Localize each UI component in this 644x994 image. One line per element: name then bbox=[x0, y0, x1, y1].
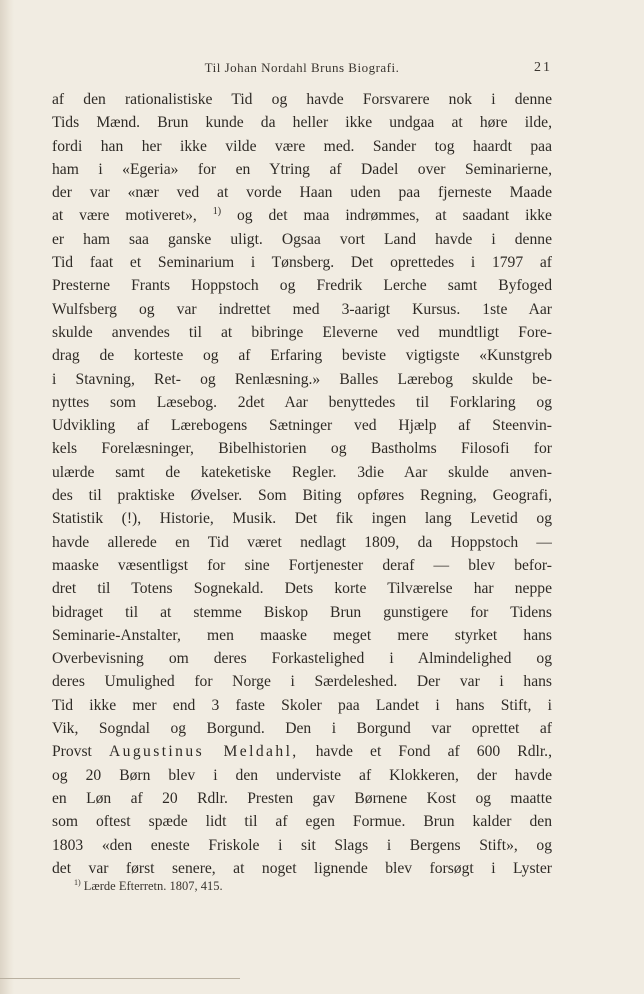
footnote-reference: 1) bbox=[212, 206, 222, 218]
text-line-13: i Stavning, Ret- og Renlæsning.» Balles Lærebog skulde be- bbox=[52, 370, 552, 388]
bottom-rule bbox=[0, 978, 240, 979]
text-line-18: des til praktiske Øvelser. Som Biting opføres Regning, Geografi, bbox=[52, 487, 552, 505]
text-line-6-end: og det maa indrømmes, at saadant ikke bbox=[237, 207, 552, 225]
text-line-26: deres Umulighed for Norge i Særdeleshed. Der var i hans bbox=[52, 673, 552, 691]
text-line-27: Tid ikke mer end 3 faste Skoler paa Landet i hans Stift, i bbox=[52, 696, 552, 714]
text-line-20: havde allerede en Tid været nedlagt 1809, da Hoppstoch — bbox=[52, 533, 552, 551]
text-line-19: Statistik (!), Historie, Musik. Det fik ingen lang Levetid og bbox=[52, 510, 552, 528]
text-line-22: dret til Totens Sognekald. Dets korte Tilværelse har neppe bbox=[52, 580, 552, 598]
text-line-24: Seminarie-Anstalter, men maaske meget mere styrket hans bbox=[52, 626, 552, 644]
text-line-3: fordi han her ikke vilde være med. Sander tog haardt paa bbox=[52, 137, 552, 155]
text-line-34: det var først senere, at noget lignende blev forsøgt i Lyster bbox=[52, 859, 552, 877]
footnote-marker: 1) bbox=[74, 878, 81, 887]
page-edge-shadow bbox=[0, 0, 14, 994]
text-line-17: ulærde samt de kateketiske Regler. 3die Aar skulde anven- bbox=[52, 463, 552, 481]
text-line-10: Wulfsberg og var indrettet med 3-aarigt Kursus. 1ste Aar bbox=[52, 300, 552, 318]
footnote-text: Lærde Efterretn. 1807, 415. bbox=[83, 879, 223, 894]
text-line-33: 1803 «den eneste Friskole i sit Slags i Bergens Stift», og bbox=[52, 836, 552, 854]
text-line-7: er ham saa ganske uligt. Ogsaa vort Land havde i denne bbox=[52, 230, 552, 248]
text-line-2: Tids Mænd. Brun kunde da heller ikke undgaa at høre ilde, bbox=[52, 114, 552, 132]
text-line-12: drag de korteste og af Erfaring beviste vigtigste «Kunstgreb bbox=[52, 347, 552, 365]
text-line-5: der var «nær ved at vorde Haan uden paa fjerneste Maade bbox=[52, 184, 552, 202]
text-line-30: og 20 Børn blev i den underviste af Klokkeren, der havde bbox=[52, 766, 552, 784]
text-line-28: Vik, Sogndal og Borgund. Den i Borgund var oprettet af bbox=[52, 720, 552, 738]
text-line-21: maaske væsentligst for sine Fortjenester deraf — blev befor- bbox=[52, 556, 552, 574]
spaced-name: Augustinus Meldahl, bbox=[108, 743, 299, 761]
text-line-14: nyttes som Læsebog. 2det Aar benyttedes til Forklaring og bbox=[52, 393, 552, 411]
running-title: Til Johan Nordahl Bruns Biografi. bbox=[204, 60, 400, 75]
text-line-6-start: at være motiveret», bbox=[52, 207, 197, 225]
body-text bbox=[52, 88, 552, 880]
text-line-31: en Løn af 20 Rdlr. Presten gav Børnene Kost og maatte bbox=[52, 789, 552, 807]
text-line-6 bbox=[52, 204, 552, 227]
text-line-4: ham i «Egeria» for en Ytring af Dadel over Seminarierne, bbox=[52, 160, 552, 178]
text-line-9: Presterne Frants Hoppstoch og Fredrik Lerche samt Byfoged bbox=[52, 277, 552, 295]
text-line-29-end: havde et Fond af 600 Rdlr., bbox=[315, 743, 552, 761]
text-line-1: af den rationalistiske Tid og havde Forsvarere nok i denne bbox=[52, 91, 552, 108]
text-line-11: skulde anvendes til at bibringe Eleverne ved mundtligt Fore- bbox=[52, 323, 552, 341]
footnote bbox=[74, 878, 223, 894]
page-number: 21 bbox=[534, 60, 552, 75]
running-head bbox=[52, 60, 552, 80]
text-line-29 bbox=[52, 740, 552, 763]
text-line-29-start: Provst bbox=[52, 743, 92, 761]
text-line-8: Tid faat et Seminarium i Tønsberg. Det oprettedes i 1797 af bbox=[52, 254, 552, 272]
text-line-25: Overbevisning om deres Forkastelighed i Almindelighed og bbox=[52, 650, 552, 668]
text-line-15: Udvikling af Lærebogens Sætninger ved Hjælp af Steenvin- bbox=[52, 417, 552, 435]
text-line-32: som oftest spæde lidt til af egen Formue. Brun kalder den bbox=[52, 813, 552, 831]
text-line-23: bidraget til at stemme Biskop Brun gunstigere for Tidens bbox=[52, 603, 552, 621]
text-line-16: kels Forelæsninger, Bibelhistorien og Bastholms Filosofi for bbox=[52, 440, 552, 458]
